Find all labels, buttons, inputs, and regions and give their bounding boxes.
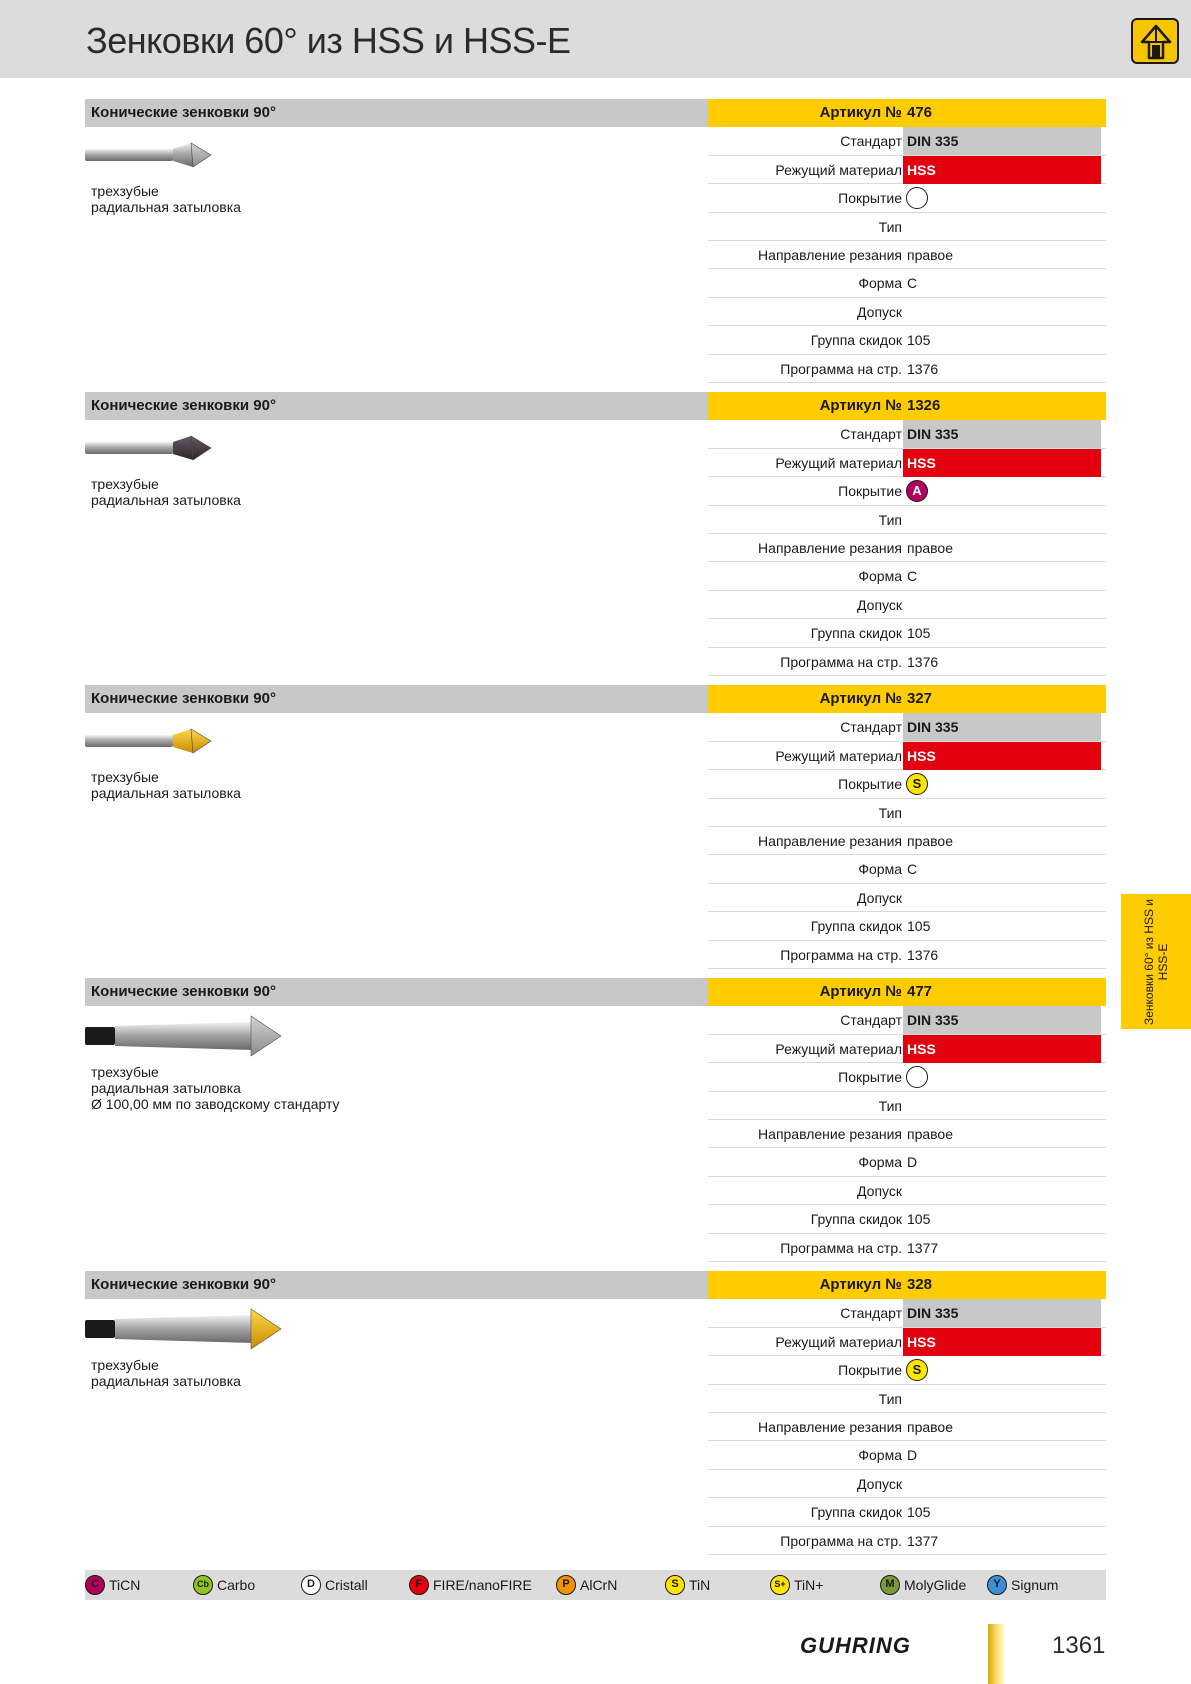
- spec-label: Тип: [878, 804, 902, 821]
- type-row: [708, 1385, 1106, 1413]
- countersink-category-icon: [1131, 18, 1179, 64]
- spec-label: Программа на стр.: [780, 1532, 902, 1549]
- spec-label: Артикул №: [819, 397, 902, 414]
- spec-label: Артикул №: [819, 983, 902, 1000]
- coating-alcrn-icon: P: [556, 1575, 576, 1595]
- spec-label: Допуск: [857, 1182, 902, 1199]
- program-page-row: [708, 648, 1106, 676]
- countersink-tool-image: [85, 139, 215, 171]
- product-section: [85, 99, 1106, 389]
- cut-direction-row: [708, 827, 1106, 855]
- standard-value: DIN 335: [907, 133, 959, 150]
- spec-label: Программа на стр.: [780, 1239, 902, 1256]
- spec-label: Режущий материал: [775, 747, 902, 764]
- program-page-row: [708, 355, 1106, 383]
- form-value: C: [907, 861, 918, 878]
- spec-label: Допуск: [857, 1475, 902, 1492]
- spec-label: Тип: [878, 218, 902, 235]
- spec-label: Тип: [878, 1097, 902, 1114]
- discount-group-value: 105: [907, 332, 931, 349]
- material-row: [708, 1035, 1106, 1063]
- material-row: [708, 449, 1106, 477]
- section-header-bar: [85, 392, 708, 420]
- spec-table: [708, 685, 1106, 969]
- countersink-tool-image: [85, 1307, 285, 1351]
- tool-image-wrapper: [85, 725, 215, 762]
- spec-label: Артикул №: [819, 104, 902, 121]
- program-page-value: 1377: [907, 1239, 939, 1256]
- coating-badge-icon: [906, 1066, 928, 1088]
- spec-label: Допуск: [857, 889, 902, 906]
- cut-direction-value: правое: [907, 539, 954, 556]
- material-value: HSS: [907, 454, 936, 471]
- description-line: трехзубые: [91, 476, 159, 492]
- spec-label: Группа скидок: [810, 1504, 902, 1521]
- section-header-bar: [85, 1271, 708, 1299]
- countersink-tool-image: [85, 725, 215, 757]
- legend-item-signum: [987, 1575, 1058, 1595]
- page-number: 1361: [1052, 1632, 1106, 1659]
- section-header-bar: [85, 685, 708, 713]
- article-value: 328: [907, 1276, 933, 1293]
- spec-table: [708, 392, 1106, 676]
- standard-row: [708, 1006, 1106, 1034]
- description-line: трехзубые: [91, 1064, 159, 1080]
- material-row: [708, 1328, 1106, 1356]
- tolerance-row: [708, 884, 1106, 912]
- cut-direction-row: [708, 534, 1106, 562]
- legend-label: MolyGlide: [904, 1577, 967, 1593]
- product-description: [91, 769, 241, 801]
- legend-item-cristall: [301, 1575, 368, 1595]
- form-row: [708, 1441, 1106, 1469]
- cut-direction-value: правое: [907, 1418, 954, 1435]
- coating-badge-icon: S: [906, 773, 928, 795]
- product-section: [85, 1271, 1106, 1561]
- spec-label: Покрытие: [838, 1362, 902, 1379]
- form-row: [708, 1148, 1106, 1176]
- standard-row: [708, 713, 1106, 741]
- side-tab[interactable]: [1121, 894, 1191, 1029]
- legend-label: Signum: [1011, 1577, 1059, 1593]
- coating-row: [708, 477, 1106, 505]
- article-row: [708, 99, 1106, 127]
- program-page-row: [708, 1234, 1106, 1262]
- spec-label: Режущий материал: [775, 161, 902, 178]
- coating-signum-icon: Y: [987, 1575, 1007, 1595]
- cut-direction-row: [708, 1120, 1106, 1148]
- brand-logo: GUHRING: [800, 1633, 911, 1658]
- discount-group-row: [708, 912, 1106, 940]
- countersink-tool-image: [85, 432, 215, 464]
- legend-label: Carbo: [217, 1577, 256, 1593]
- page-header: [0, 0, 1191, 78]
- article-row: [708, 978, 1106, 1006]
- spec-label: Группа скидок: [810, 1211, 902, 1228]
- standard-value: DIN 335: [907, 719, 959, 736]
- spec-label: Стандарт: [840, 1305, 902, 1322]
- coating-molyglide-icon: M: [880, 1575, 900, 1595]
- tolerance-row: [708, 1470, 1106, 1498]
- discount-group-value: 105: [907, 1504, 931, 1521]
- page-title: Зенковки 60° из HSS и HSS-E: [86, 20, 571, 61]
- description-line: трехзубые: [91, 769, 159, 785]
- coating-legend: [85, 1570, 1106, 1600]
- tool-image-wrapper: [85, 139, 215, 176]
- standard-value: DIN 335: [907, 1012, 959, 1029]
- legend-label: AlCrN: [580, 1577, 618, 1593]
- spec-label: Артикул №: [819, 1276, 902, 1293]
- section-title: Конические зенковки 90°: [91, 690, 276, 707]
- spec-label: Режущий материал: [775, 1040, 902, 1057]
- spec-label: Артикул №: [819, 690, 902, 707]
- form-row: [708, 562, 1106, 590]
- coating-tin-icon: S+: [770, 1575, 790, 1595]
- spec-label: Направление резания: [758, 1125, 902, 1142]
- standard-row: [708, 127, 1106, 155]
- tolerance-row: [708, 298, 1106, 326]
- coating-row: [708, 1063, 1106, 1091]
- description-line: Ø 100,00 мм по заводскому стандарту: [91, 1096, 340, 1112]
- spec-label: Группа скидок: [810, 918, 902, 935]
- discount-group-value: 105: [907, 918, 931, 935]
- coating-ticn-icon: C: [85, 1575, 105, 1595]
- standard-value: DIN 335: [907, 426, 959, 443]
- legend-label: TiN+: [794, 1577, 824, 1593]
- product-section: [85, 978, 1106, 1268]
- material-row: [708, 742, 1106, 770]
- standard-row: [708, 1299, 1106, 1327]
- cut-direction-row: [708, 1413, 1106, 1441]
- form-row: [708, 855, 1106, 883]
- cut-direction-row: [708, 241, 1106, 269]
- spec-label: Группа скидок: [810, 332, 902, 349]
- footer-accent-bar: [988, 1624, 1004, 1684]
- spec-label: Направление резания: [758, 246, 902, 263]
- section-header-bar: [85, 978, 708, 1006]
- form-row: [708, 269, 1106, 297]
- form-value: D: [907, 1154, 918, 1171]
- tool-image-wrapper: [85, 432, 215, 469]
- spec-label: Покрытие: [838, 1069, 902, 1086]
- description-line: трехзубые: [91, 183, 159, 199]
- product-description: [91, 1064, 340, 1112]
- spec-label: Форма: [858, 861, 902, 878]
- legend-item-ticn: [85, 1575, 140, 1595]
- program-page-value: 1376: [907, 360, 939, 377]
- form-value: C: [907, 275, 918, 292]
- spec-table: [708, 978, 1106, 1262]
- coating-cristall-icon: D: [301, 1575, 321, 1595]
- coating-carbo-icon: Cb: [193, 1575, 213, 1595]
- type-row: [708, 799, 1106, 827]
- tolerance-row: [708, 591, 1106, 619]
- spec-label: Режущий материал: [775, 1333, 902, 1350]
- section-title: Конические зенковки 90°: [91, 1276, 276, 1293]
- article-row: [708, 392, 1106, 420]
- material-row: [708, 156, 1106, 184]
- spec-label: Программа на стр.: [780, 360, 902, 377]
- spec-table: [708, 99, 1106, 383]
- product-section: [85, 685, 1106, 975]
- product-description: [91, 1357, 241, 1389]
- spec-label: Группа скидок: [810, 625, 902, 642]
- type-row: [708, 1092, 1106, 1120]
- legend-label: Cristall: [325, 1577, 368, 1593]
- article-value: 1326: [907, 397, 941, 414]
- program-page-value: 1376: [907, 946, 939, 963]
- article-value: 476: [907, 104, 933, 121]
- spec-label: Программа на стр.: [780, 653, 902, 670]
- product-section: [85, 392, 1106, 682]
- cut-direction-value: правое: [907, 832, 954, 849]
- program-page-value: 1377: [907, 1532, 939, 1549]
- legend-label: FIRE/nanoFIRE: [433, 1577, 532, 1593]
- spec-label: Форма: [858, 1154, 902, 1171]
- discount-group-row: [708, 619, 1106, 647]
- spec-label: Покрытие: [838, 190, 902, 207]
- article-value: 327: [907, 690, 933, 707]
- material-value: HSS: [907, 161, 936, 178]
- tool-image-wrapper: [85, 1307, 285, 1356]
- material-value: HSS: [907, 1333, 936, 1350]
- spec-label: Направление резания: [758, 832, 902, 849]
- spec-label: Форма: [858, 568, 902, 585]
- description-line: радиальная затыловка: [91, 1373, 241, 1389]
- coating-badge-icon: [906, 187, 928, 209]
- standard-value: DIN 335: [907, 1305, 959, 1322]
- type-row: [708, 506, 1106, 534]
- type-row: [708, 213, 1106, 241]
- spec-label: Тип: [878, 511, 902, 528]
- spec-label: Форма: [858, 275, 902, 292]
- material-value: HSS: [907, 1040, 936, 1057]
- tolerance-row: [708, 1177, 1106, 1205]
- article-value: 477: [907, 983, 933, 1000]
- description-line: трехзубые: [91, 1357, 159, 1373]
- coating-row: [708, 770, 1106, 798]
- program-page-row: [708, 1527, 1106, 1555]
- legend-item-tin: [770, 1575, 823, 1595]
- cut-direction-value: правое: [907, 1125, 954, 1142]
- spec-table: [708, 1271, 1106, 1555]
- description-line: радиальная затыловка: [91, 1080, 241, 1096]
- form-value: D: [907, 1447, 918, 1464]
- description-line: радиальная затыловка: [91, 492, 241, 508]
- section-title: Конические зенковки 90°: [91, 104, 276, 121]
- description-line: радиальная затыловка: [91, 199, 241, 215]
- section-header-bar: [85, 99, 708, 127]
- spec-label: Направление резания: [758, 1418, 902, 1435]
- side-tab-label: Зенковки 60° из HSS и HSS-E: [1142, 898, 1170, 1025]
- coating-tin-icon: S: [665, 1575, 685, 1595]
- coating-badge-icon: S: [906, 1359, 928, 1381]
- legend-item-carbo: [193, 1575, 255, 1595]
- program-page-row: [708, 941, 1106, 969]
- section-title: Конические зенковки 90°: [91, 983, 276, 1000]
- spec-label: Допуск: [857, 596, 902, 613]
- discount-group-value: 105: [907, 625, 931, 642]
- discount-group-value: 105: [907, 1211, 931, 1228]
- legend-label: TiN: [689, 1577, 711, 1593]
- spec-label: Программа на стр.: [780, 946, 902, 963]
- spec-label: Направление резания: [758, 539, 902, 556]
- spec-label: Покрытие: [838, 483, 902, 500]
- product-description: [91, 183, 241, 215]
- spec-label: Допуск: [857, 303, 902, 320]
- coating-row: [708, 184, 1106, 212]
- program-page-value: 1376: [907, 653, 939, 670]
- legend-item-alcrn: [556, 1575, 617, 1595]
- form-value: C: [907, 568, 918, 585]
- discount-group-row: [708, 326, 1106, 354]
- legend-item-molyglide: [880, 1575, 966, 1595]
- article-row: [708, 1271, 1106, 1299]
- tool-image-wrapper: [85, 1014, 285, 1063]
- legend-item-firenanofire: [409, 1575, 532, 1595]
- coating-firenanofire-icon: F: [409, 1575, 429, 1595]
- material-value: HSS: [907, 747, 936, 764]
- cut-direction-value: правое: [907, 246, 954, 263]
- coating-badge-icon: A: [906, 480, 928, 502]
- spec-label: Стандарт: [840, 133, 902, 150]
- legend-item-tin: [665, 1575, 710, 1595]
- spec-label: Режущий материал: [775, 454, 902, 471]
- discount-group-row: [708, 1498, 1106, 1526]
- article-row: [708, 685, 1106, 713]
- countersink-tool-image: [85, 1014, 285, 1058]
- product-description: [91, 476, 241, 508]
- spec-label: Стандарт: [840, 426, 902, 443]
- spec-label: Стандарт: [840, 719, 902, 736]
- spec-label: Стандарт: [840, 1012, 902, 1029]
- section-title: Конические зенковки 90°: [91, 397, 276, 414]
- standard-row: [708, 420, 1106, 448]
- legend-label: TiCN: [109, 1577, 141, 1593]
- spec-label: Покрытие: [838, 776, 902, 793]
- spec-label: Форма: [858, 1447, 902, 1464]
- coating-row: [708, 1356, 1106, 1384]
- spec-label: Тип: [878, 1390, 902, 1407]
- discount-group-row: [708, 1205, 1106, 1233]
- description-line: радиальная затыловка: [91, 785, 241, 801]
